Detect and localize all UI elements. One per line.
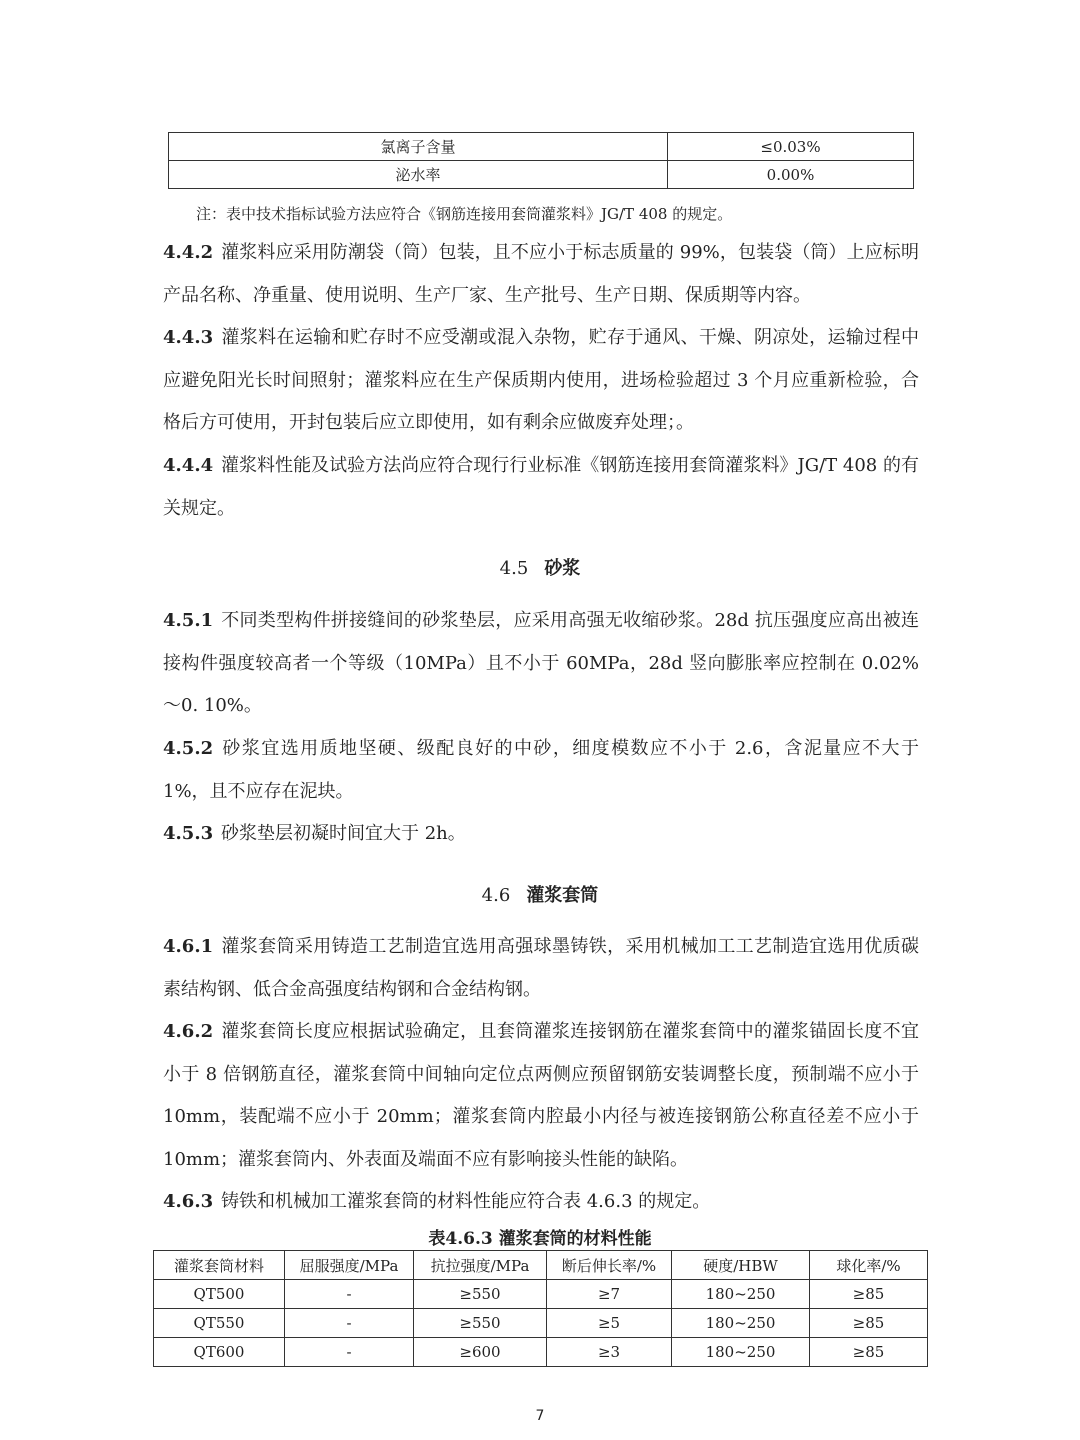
clause-text: 砂浆宜选用质地坚硬、级配良好的中砂，细度模数应不小于 2.6，含泥量应不大于 1%，且不应存在泥块。 bbox=[163, 738, 919, 802]
column-header: 屈服强度/MPa bbox=[285, 1251, 414, 1280]
clause-number: 4.5.3 bbox=[163, 823, 214, 844]
table-cell: ≥85 bbox=[810, 1338, 928, 1367]
table-header-row bbox=[154, 1251, 928, 1280]
table-cell: QT600 bbox=[154, 1338, 285, 1367]
clause-text: 灌浆料应采用防潮袋（筒）包装，且不应小于标志质量的 99%，包装袋（筒）上应标明产品名称、净重量、使用说明、生产厂家、生产批号、生产日期、保质期等内容。 bbox=[163, 242, 919, 306]
table-row bbox=[169, 133, 914, 161]
table-cell: - bbox=[285, 1338, 414, 1367]
column-header: 球化率/% bbox=[810, 1251, 928, 1280]
table-caption: 表4.6.3 灌浆套筒的材料性能 bbox=[428, 1229, 652, 1249]
section-number: 4.5 bbox=[499, 558, 529, 579]
clause-text: 铸铁和机械加工灌浆套筒的材料性能应符合表 4.6.3 的规定。 bbox=[221, 1191, 711, 1212]
column-header: 硬度/HBW bbox=[672, 1251, 810, 1280]
table-row bbox=[154, 1309, 928, 1338]
table-cell: - bbox=[285, 1280, 414, 1309]
clause-text: 灌浆料性能及试验方法尚应符合现行行业标准《钢筋连接用套筒灌浆料》JG/T 408 的有关规定。 bbox=[163, 455, 919, 519]
clause-4-4-4 bbox=[163, 445, 919, 530]
clause-number: 4.6.3 bbox=[163, 1191, 214, 1212]
clause-text: 灌浆料在运输和贮存时不应受潮或混入杂物，贮存于通风、干燥、阴凉处，运输过程中应避免阳光长时间照射；灌浆料应在生产保质期内使用，进场检验超过 3 个月应重新检验，合格后方可使用，开封包装后应立即使用，如有剩余应做废弃处理；。 bbox=[163, 327, 919, 433]
section-title: 灌浆套筒 bbox=[526, 885, 599, 906]
table-cell: ≥85 bbox=[810, 1309, 928, 1338]
table-cell: 氯离子含量 bbox=[169, 133, 668, 161]
table-cell: ≤0.03% bbox=[668, 133, 914, 161]
clause-4-4-2 bbox=[163, 232, 919, 317]
section-number: 4.6 bbox=[481, 885, 511, 906]
clause-number: 4.6.2 bbox=[163, 1021, 214, 1042]
clause-4-6-1 bbox=[163, 926, 919, 1011]
table-row bbox=[169, 161, 914, 189]
table-cell: 泌水率 bbox=[169, 161, 668, 189]
table-row bbox=[154, 1338, 928, 1367]
clause-4-4-3 bbox=[163, 317, 919, 445]
clause-text: 灌浆套筒长度应根据试验确定，且套筒灌浆连接钢筋在灌浆套筒中的灌浆锚固长度不宜小于 8 倍钢筋直径，灌浆套筒中间轴向定位点两侧应预留钢筋安装调整长度，预制端不应小于 10mm，装配端不应小于 20mm；灌浆套筒内腔最小内径与被连接钢筋公称直径差不应小于 10mm；灌浆套筒内、外表面及端面不应有影响接头性能的缺陷。 bbox=[163, 1021, 919, 1170]
clause-4-5-3 bbox=[163, 813, 919, 856]
clause-text: 不同类型构件拼接缝间的砂浆垫层，应采用高强无收缩砂浆。28d 抗压强度应高出被连接构件强度较高者一个等级（10MPa）且不小于 60MPa，28d 竖向膨胀率应控制在 0.02%～0. 10%。 bbox=[163, 610, 919, 716]
clause-number: 4.6.1 bbox=[163, 936, 214, 957]
section-title: 砂浆 bbox=[544, 558, 581, 579]
table-cell: 0.00% bbox=[668, 161, 914, 189]
table-cell: ≥600 bbox=[414, 1338, 547, 1367]
clause-number: 4.4.2 bbox=[163, 242, 214, 263]
table-cell: ≥550 bbox=[414, 1280, 547, 1309]
table-cell: QT500 bbox=[154, 1280, 285, 1309]
clause-number: 4.4.3 bbox=[163, 327, 214, 348]
table-cell: ≥5 bbox=[547, 1309, 672, 1338]
section-heading-4-5 bbox=[0, 554, 1080, 580]
table-cell: 180~250 bbox=[672, 1280, 810, 1309]
grout-index-table bbox=[168, 132, 914, 189]
clause-4-6-2 bbox=[163, 1011, 919, 1181]
column-header: 断后伸长率/% bbox=[547, 1251, 672, 1280]
table-cell: ≥7 bbox=[547, 1280, 672, 1309]
section-heading-4-6 bbox=[0, 881, 1080, 907]
clause-number: 4.5.1 bbox=[163, 610, 214, 631]
column-header: 灌浆套筒材料 bbox=[154, 1251, 285, 1280]
column-header: 抗拉强度/MPa bbox=[414, 1251, 547, 1280]
sleeve-material-table bbox=[153, 1250, 928, 1367]
table-cell: - bbox=[285, 1309, 414, 1338]
clause-number: 4.5.2 bbox=[163, 738, 214, 759]
table-cell: QT550 bbox=[154, 1309, 285, 1338]
clause-4-5-2 bbox=[163, 728, 919, 813]
clause-4-5-1 bbox=[163, 600, 919, 728]
table-cell: ≥3 bbox=[547, 1338, 672, 1367]
page-number: 7 bbox=[535, 1408, 545, 1424]
clause-number: 4.4.4 bbox=[163, 455, 214, 476]
clause-text: 灌浆套筒采用铸造工艺制造宜选用高强球墨铸铁，采用机械加工工艺制造宜选用优质碳素结构钢、低合金高强度结构钢和合金结构钢。 bbox=[163, 936, 919, 1000]
clause-4-6-3 bbox=[163, 1181, 919, 1224]
table-cell: ≥85 bbox=[810, 1280, 928, 1309]
table-note: 注：表中技术指标试验方法应符合《钢筋连接用套筒灌浆料》JG/T 408 的规定。 bbox=[196, 205, 733, 223]
table-cell: 180~250 bbox=[672, 1338, 810, 1367]
table-row bbox=[154, 1280, 928, 1309]
clause-text: 砂浆垫层初凝时间宜大于 2h。 bbox=[221, 823, 466, 844]
table-cell: ≥550 bbox=[414, 1309, 547, 1338]
table-cell: 180~250 bbox=[672, 1309, 810, 1338]
